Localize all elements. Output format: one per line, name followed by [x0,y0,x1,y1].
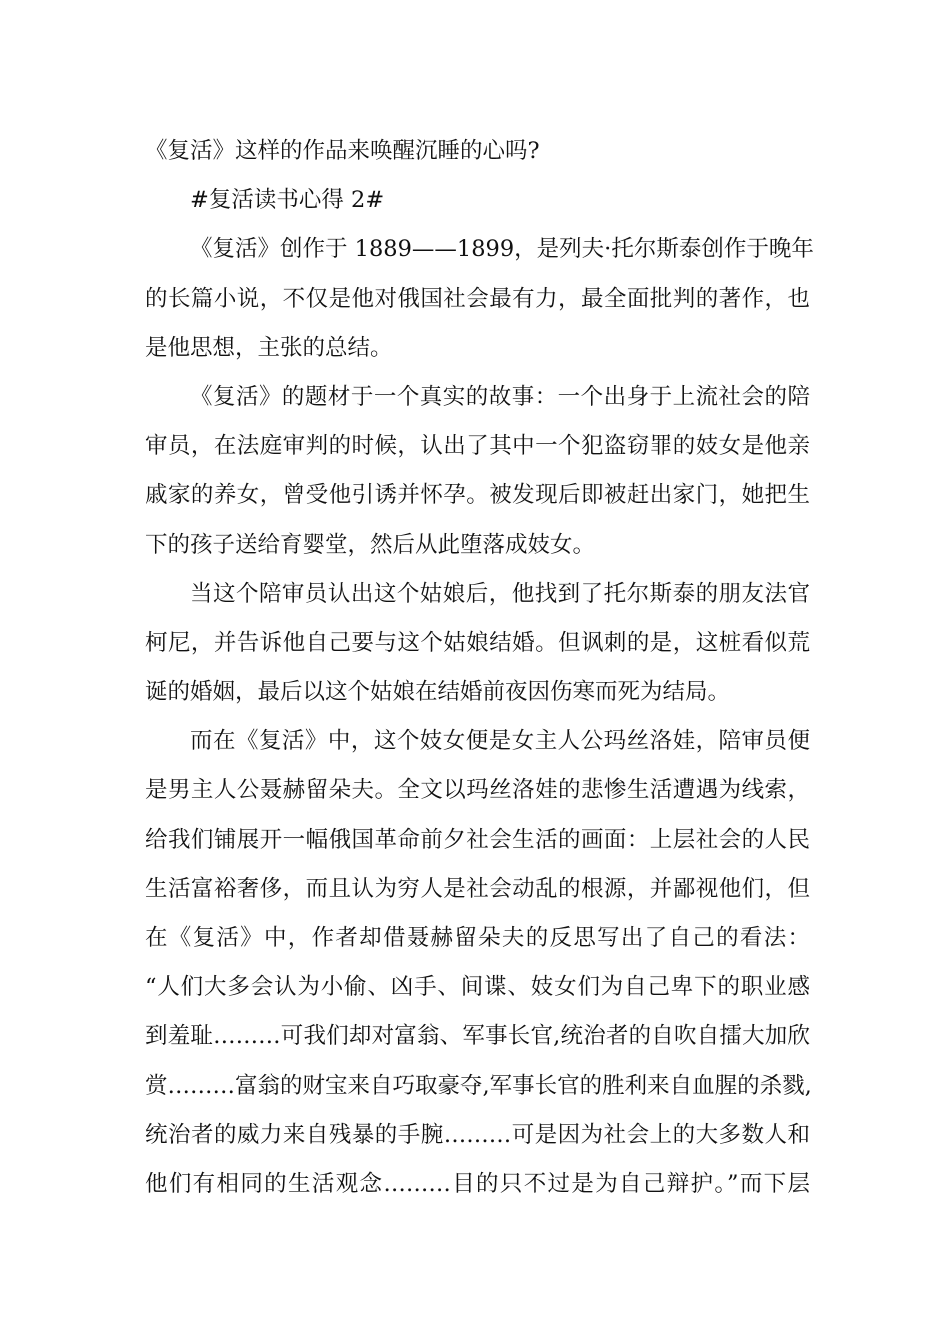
section-heading: #复活读书心得 2# [190,187,385,214]
text-line: 是他思想，主张的总结。 [145,334,393,361]
text-line: 当这个陪审员认出这个姑娘后，他找到了托尔斯泰的朋友法官 [190,580,810,607]
text-line: 生活富裕奢侈，而且认为穷人是社会动乱的根源，并鄙视他们，但 [145,875,810,902]
text-line: 而在《复活》中，这个妓女便是女主人公玛丝洛娃，陪审员便 [190,728,810,755]
text-line: 柯尼，并告诉他自己要与这个姑娘结婚。但讽刺的是，这桩看似荒 [145,629,810,656]
document-body [145,127,814,1209]
text-line: 诞的婚姻，最后以这个姑娘在结婚前夜因伤寒而死为结局。 [145,679,731,706]
text-line: 审员，在法庭审判的时候，认出了其中一个犯盗窃罪的妓女是他亲 [145,433,810,460]
text-line: 下的孩子送给育婴堂，然后从此堕落成妓女。 [145,531,596,558]
text-line: 的长篇小说，不仅是他对俄国社会最有力，最全面批判的著作，也 [145,285,810,312]
text-line: 是男主人公聂赫留朵夫。全文以玛丝洛娃的悲惨生活遭遇为线索， [145,777,810,804]
text-line: 在《复活》中，作者却借聂赫留朵夫的反思写出了自己的看法： [145,925,810,951]
text-line: 《复活》创作于 1889——1899，是列夫·托尔斯泰创作于晚年 [190,236,814,263]
text-line: 《复活》这样的作品来唤醒沉睡的心吗? [145,138,540,164]
text-line: 他们有相同的生活观念………目的只不过是为自己辩护。”而下层 [145,1170,810,1197]
text-line: 赏………富翁的财宝来自巧取豪夺,军事长官的胜利来自血腥的杀戮, [145,1072,812,1099]
text-line: “人们大多会认为小偷、凶手、间谍、妓女们为自己卑下的职业感 [145,974,810,1001]
text-line: 统治者的威力来自残暴的手腕………可是因为社会上的大多数人和 [145,1121,810,1148]
text-line: 到羞耻………可我们却对富翁、军事长官,统治者的自吹自擂大加欣 [145,1023,810,1050]
text-line: 戚家的养女，曾受他引诱并怀孕。被发现后即被赶出家门，她把生 [145,482,810,509]
text-line: 《复活》的题材于一个真实的故事：一个出身于上流社会的陪 [190,383,810,410]
text-line: 给我们铺展开一幅俄国革命前夕社会生活的画面：上层社会的人民 [145,826,810,853]
